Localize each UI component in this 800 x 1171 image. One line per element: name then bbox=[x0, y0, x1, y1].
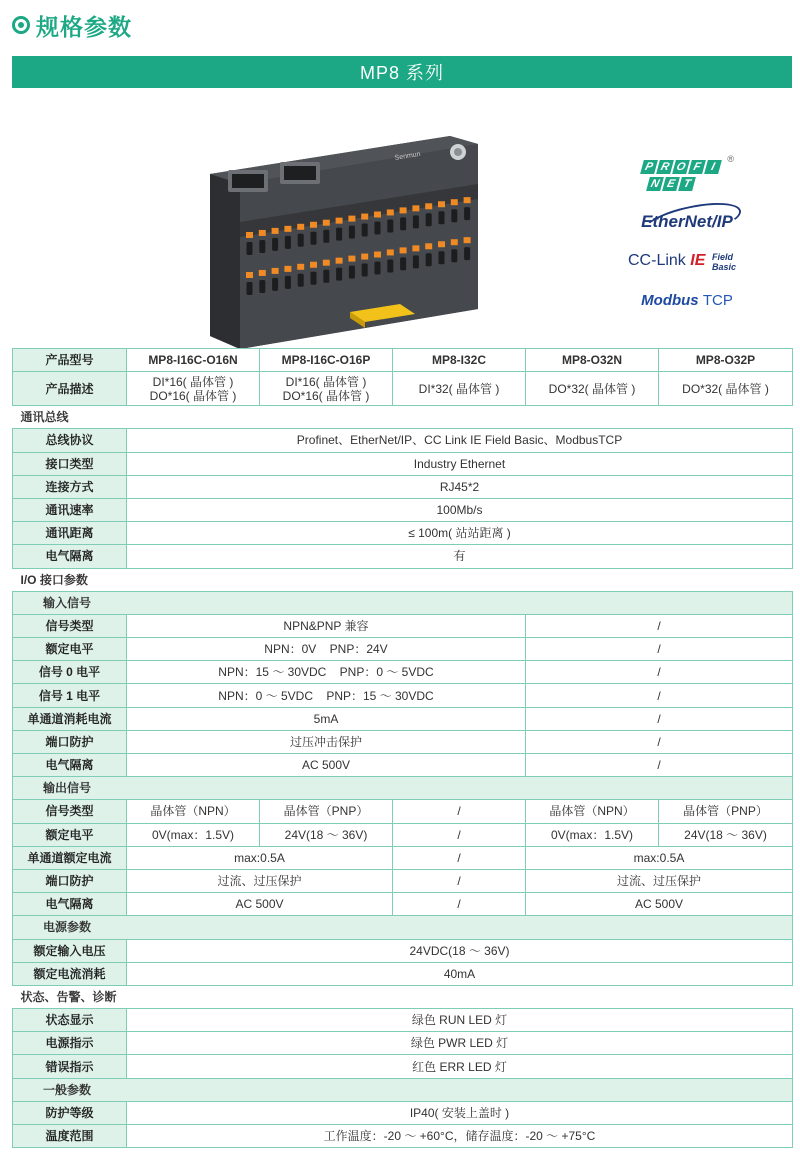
row-label: 信号 1 电平 bbox=[13, 684, 127, 707]
terminal-hole bbox=[362, 264, 368, 277]
terminal-hole bbox=[349, 226, 355, 239]
profinet-letter: O bbox=[672, 160, 690, 174]
terminal-hole bbox=[426, 253, 432, 266]
row-label: 额定电平 bbox=[13, 823, 127, 846]
terminal-hole bbox=[413, 255, 419, 268]
row-value: max:0.5A bbox=[127, 846, 393, 869]
model-cell: MP8-I32C bbox=[393, 349, 526, 372]
protocol-logos bbox=[622, 152, 752, 309]
terminal-hole bbox=[400, 217, 406, 230]
table-row bbox=[13, 1009, 793, 1032]
series-banner bbox=[12, 56, 792, 88]
row-value: 24VDC(18 ～ 36V) bbox=[127, 939, 793, 962]
profinet-logo bbox=[622, 152, 752, 202]
terminal-tab bbox=[348, 216, 355, 222]
terminal-tab bbox=[259, 230, 266, 236]
modbus-tcp-logo bbox=[622, 292, 752, 309]
terminal-tab bbox=[438, 201, 445, 207]
profinet-letter: R bbox=[656, 160, 674, 174]
subsection-title: 电源参数 bbox=[13, 916, 793, 939]
table-row bbox=[13, 372, 793, 406]
cclink-ie-logo bbox=[622, 252, 752, 282]
model-cell: MP8-I16C-O16N bbox=[127, 349, 260, 372]
row-label: 额定输入电压 bbox=[13, 939, 127, 962]
section-row bbox=[13, 985, 793, 1008]
table-row bbox=[13, 429, 793, 452]
row-value: NPN&PNP 兼容 bbox=[127, 614, 526, 637]
row-label: 额定电平 bbox=[13, 638, 127, 661]
table-row bbox=[13, 522, 793, 545]
terminal-tab bbox=[451, 239, 458, 245]
terminal-hole bbox=[426, 213, 432, 226]
row-value: 绿色 PWR LED 灯 bbox=[127, 1032, 793, 1055]
row-label: 电气隔离 bbox=[13, 893, 127, 916]
row-value: 24V(18 ～ 36V) bbox=[260, 823, 393, 846]
desc-cell bbox=[260, 372, 393, 406]
model-label: 产品型号 bbox=[13, 349, 127, 372]
terminal-hole bbox=[285, 236, 291, 249]
row-label: 通讯速率 bbox=[13, 498, 127, 521]
table-row bbox=[13, 661, 793, 684]
profinet-letter: P bbox=[640, 160, 658, 174]
cclink-field-text: Field bbox=[712, 252, 734, 262]
table-row bbox=[13, 545, 793, 568]
profinet-letter: E bbox=[662, 177, 680, 191]
terminal-hole bbox=[323, 270, 329, 283]
row-label: 接口类型 bbox=[13, 452, 127, 475]
table-row bbox=[13, 684, 793, 707]
row-label: 电气隔离 bbox=[13, 545, 127, 568]
terminal-tab bbox=[387, 209, 394, 215]
row-value: AC 500V bbox=[127, 754, 526, 777]
row-value: 晶体管（NPN） bbox=[127, 800, 260, 823]
table-row bbox=[13, 1101, 793, 1124]
table-row bbox=[13, 638, 793, 661]
table-row bbox=[13, 1125, 793, 1148]
row-value: Profinet、EtherNet/IP、CC Link IE Field Basic、ModbusTCP bbox=[127, 429, 793, 452]
profinet-letter: N bbox=[646, 177, 664, 191]
series-title: MP8 系列 bbox=[359, 63, 444, 83]
table-row bbox=[13, 452, 793, 475]
terminal-hole bbox=[451, 249, 457, 262]
section-row bbox=[13, 406, 793, 429]
terminal-tab bbox=[425, 243, 432, 249]
terminal-tab bbox=[348, 256, 355, 262]
row-label: 电源指示 bbox=[13, 1032, 127, 1055]
row-value: IP40( 安装上盖时 ) bbox=[127, 1101, 793, 1124]
table-row bbox=[13, 962, 793, 985]
table-row bbox=[13, 707, 793, 730]
cclink-text: CC-Link bbox=[628, 252, 686, 269]
row-value: ≤ 100m( 站站距离 ) bbox=[127, 522, 793, 545]
row-value: / bbox=[393, 893, 526, 916]
row-value: / bbox=[526, 614, 793, 637]
row-value: 24V(18 ～ 36V) bbox=[659, 823, 793, 846]
section-title: I/O 接口参数 bbox=[13, 568, 793, 591]
terminal-hole bbox=[336, 228, 342, 241]
terminal-hole bbox=[375, 222, 381, 235]
table-row bbox=[13, 846, 793, 869]
model-cell: MP8-I16C-O16P bbox=[260, 349, 393, 372]
row-value: / bbox=[393, 869, 526, 892]
table-row bbox=[13, 823, 793, 846]
terminal-hole bbox=[259, 280, 265, 293]
desc-line: DI*16( 晶体管 ) bbox=[152, 374, 234, 389]
row-value: / bbox=[526, 661, 793, 684]
section-title: 状态、告警、诊断 bbox=[13, 985, 793, 1008]
row-value: 0V(max：1.5V) bbox=[526, 823, 659, 846]
terminal-tab bbox=[400, 247, 407, 253]
brand-label: Senmun bbox=[394, 150, 422, 162]
row-label: 总线协议 bbox=[13, 429, 127, 452]
terminal-hole bbox=[451, 209, 457, 222]
row-value: / bbox=[526, 684, 793, 707]
row-label: 电气隔离 bbox=[13, 754, 127, 777]
profinet-letter: T bbox=[678, 177, 696, 191]
subsection-row bbox=[13, 916, 793, 939]
terminal-hole bbox=[375, 262, 381, 275]
row-value: NPN：0V PNP：24V bbox=[127, 638, 526, 661]
terminal-tab bbox=[246, 232, 253, 238]
terminal-hole bbox=[272, 278, 278, 291]
terminal-hole bbox=[298, 274, 304, 287]
row-value: 晶体管（PNP） bbox=[260, 800, 393, 823]
row-label: 信号类型 bbox=[13, 800, 127, 823]
row-value: 5mA bbox=[127, 707, 526, 730]
subsection-row bbox=[13, 777, 793, 800]
terminal-hole bbox=[400, 257, 406, 270]
terminal-tab bbox=[297, 224, 304, 230]
table-row bbox=[13, 730, 793, 753]
subsection-row bbox=[13, 591, 793, 614]
row-label: 单通道额定电流 bbox=[13, 846, 127, 869]
row-label: 信号 0 电平 bbox=[13, 661, 127, 684]
terminal-hole bbox=[298, 234, 304, 247]
ethernetip-text: EtherNet/IP bbox=[641, 212, 733, 231]
desc-line: DO*16( 晶体管 ) bbox=[282, 388, 370, 403]
terminal-tab bbox=[323, 220, 330, 226]
table-row bbox=[13, 498, 793, 521]
terminal-tab bbox=[464, 237, 471, 243]
subsection-row bbox=[13, 1078, 793, 1101]
terminal-tab bbox=[361, 254, 368, 260]
terminal-hole bbox=[349, 266, 355, 279]
terminal-hole bbox=[387, 219, 393, 232]
terminal-hole bbox=[413, 215, 419, 228]
terminal-tab bbox=[310, 262, 317, 268]
section-title: 通讯总线 bbox=[13, 406, 793, 429]
terminal-tab bbox=[259, 270, 266, 276]
terminal-hole bbox=[362, 224, 368, 237]
row-value: NPN：0 ～ 5VDC PNP：15 ～ 30VDC bbox=[127, 684, 526, 707]
section-row bbox=[13, 568, 793, 591]
subsection-title: 输入信号 bbox=[13, 591, 793, 614]
terminal-tab bbox=[361, 214, 368, 220]
terminal-hole bbox=[439, 211, 445, 224]
terminal-tab bbox=[336, 218, 343, 224]
row-value: 工作温度：-20 ～ +60°C，储存温度：-20 ～ +75°C bbox=[127, 1125, 793, 1148]
row-value: / bbox=[526, 754, 793, 777]
row-value: 100Mb/s bbox=[127, 498, 793, 521]
terminal-hole bbox=[464, 207, 470, 220]
terminal-hole bbox=[464, 247, 470, 260]
row-label: 连接方式 bbox=[13, 475, 127, 498]
row-label: 端口防护 bbox=[13, 869, 127, 892]
ethernetip-logo bbox=[622, 212, 752, 238]
terminal-tab bbox=[272, 228, 279, 234]
row-label: 温度范围 bbox=[13, 1125, 127, 1148]
desc-label: 产品描述 bbox=[13, 372, 127, 406]
row-label: 错误指示 bbox=[13, 1055, 127, 1078]
terminal-tab bbox=[374, 212, 381, 218]
terminal-tab bbox=[451, 199, 458, 205]
row-value: 有 bbox=[127, 545, 793, 568]
row-value: 晶体管（NPN） bbox=[526, 800, 659, 823]
desc-cell: DO*32( 晶体管 ) bbox=[526, 372, 659, 406]
table-row bbox=[13, 893, 793, 916]
cclink-ie-text: IE bbox=[690, 252, 706, 269]
row-value: 过流、过压保护 bbox=[127, 869, 393, 892]
modbus-tcp-text: TCP bbox=[702, 292, 733, 309]
terminal-hole bbox=[247, 242, 253, 255]
modbus-text: Modbus bbox=[641, 292, 699, 309]
row-label: 信号类型 bbox=[13, 614, 127, 637]
row-label: 通讯距离 bbox=[13, 522, 127, 545]
row-value: 过压冲击保护 bbox=[127, 730, 526, 753]
terminal-tab bbox=[297, 264, 304, 270]
spec-table bbox=[12, 348, 793, 1148]
row-value: 晶体管（PNP） bbox=[659, 800, 793, 823]
row-value: 绿色 RUN LED 灯 bbox=[127, 1009, 793, 1032]
row-value: max:0.5A bbox=[526, 846, 793, 869]
desc-line: DI*16( 晶体管 ) bbox=[285, 374, 367, 389]
table-row bbox=[13, 1055, 793, 1078]
table-row bbox=[13, 754, 793, 777]
product-image bbox=[200, 124, 530, 374]
row-value: NPN：15 ～ 30VDC PNP：0 ～ 5VDC bbox=[127, 661, 526, 684]
row-value: 40mA bbox=[127, 962, 793, 985]
row-value: AC 500V bbox=[127, 893, 393, 916]
page-title: 规格参数 bbox=[36, 13, 132, 40]
table-row bbox=[13, 939, 793, 962]
row-value: / bbox=[526, 730, 793, 753]
terminal-tab bbox=[272, 268, 279, 274]
row-value: / bbox=[526, 707, 793, 730]
row-value: / bbox=[393, 823, 526, 846]
terminal-hole bbox=[247, 282, 253, 295]
terminal-hole bbox=[311, 232, 317, 245]
terminal-tab bbox=[387, 249, 394, 255]
row-value: AC 500V bbox=[526, 893, 793, 916]
terminal-hole bbox=[285, 276, 291, 289]
row-label: 端口防护 bbox=[13, 730, 127, 753]
terminal-tab bbox=[323, 260, 330, 266]
terminal-hole bbox=[272, 238, 278, 251]
row-value: RJ45*2 bbox=[127, 475, 793, 498]
terminal-hole bbox=[336, 268, 342, 281]
terminal-tab bbox=[438, 241, 445, 247]
registered-mark: ® bbox=[727, 154, 734, 164]
page-header bbox=[12, 8, 132, 42]
table-row bbox=[13, 800, 793, 823]
product-area bbox=[12, 90, 792, 345]
row-value: / bbox=[393, 846, 526, 869]
row-value: 过流、过压保护 bbox=[526, 869, 793, 892]
model-cell: MP8-O32N bbox=[526, 349, 659, 372]
terminal-tab bbox=[310, 222, 317, 228]
desc-line: DO*16( 晶体管 ) bbox=[149, 388, 237, 403]
terminal-tab bbox=[284, 226, 291, 232]
circle-icon bbox=[12, 16, 30, 34]
terminal-tab bbox=[374, 252, 381, 258]
terminal-tab bbox=[400, 207, 407, 213]
subsection-title: 输出信号 bbox=[13, 777, 793, 800]
desc-cell: DI*32( 晶体管 ) bbox=[393, 372, 526, 406]
terminal-tab bbox=[246, 272, 253, 278]
terminal-hole bbox=[387, 259, 393, 272]
row-value: 0V(max：1.5V) bbox=[127, 823, 260, 846]
terminal-tab bbox=[464, 197, 471, 203]
terminal-tab bbox=[412, 245, 419, 251]
table-row bbox=[13, 349, 793, 372]
row-label: 状态显示 bbox=[13, 1009, 127, 1032]
cclink-basic-text: Basic bbox=[712, 262, 737, 272]
profinet-letter: F bbox=[688, 160, 706, 174]
row-label: 单通道消耗电流 bbox=[13, 707, 127, 730]
table-row bbox=[13, 475, 793, 498]
profinet-letter: I bbox=[704, 160, 722, 174]
row-label: 额定电流消耗 bbox=[13, 962, 127, 985]
terminal-hole bbox=[259, 240, 265, 253]
table-row bbox=[13, 869, 793, 892]
row-value: / bbox=[526, 638, 793, 661]
row-value: 红色 ERR LED 灯 bbox=[127, 1055, 793, 1078]
row-label: 防护等级 bbox=[13, 1101, 127, 1124]
terminal-hole bbox=[439, 251, 445, 264]
terminal-tab bbox=[412, 205, 419, 211]
terminal-hole bbox=[311, 272, 317, 285]
table-row bbox=[13, 1032, 793, 1055]
desc-cell bbox=[127, 372, 260, 406]
terminal-tab bbox=[284, 266, 291, 272]
terminal-hole bbox=[323, 230, 329, 243]
table-row bbox=[13, 614, 793, 637]
subsection-title: 一般参数 bbox=[13, 1078, 793, 1101]
desc-cell: DO*32( 晶体管 ) bbox=[659, 372, 793, 406]
terminal-tab bbox=[425, 203, 432, 209]
row-value: / bbox=[393, 800, 526, 823]
row-value: Industry Ethernet bbox=[127, 452, 793, 475]
model-cell: MP8-O32P bbox=[659, 349, 793, 372]
terminal-tab bbox=[336, 258, 343, 264]
